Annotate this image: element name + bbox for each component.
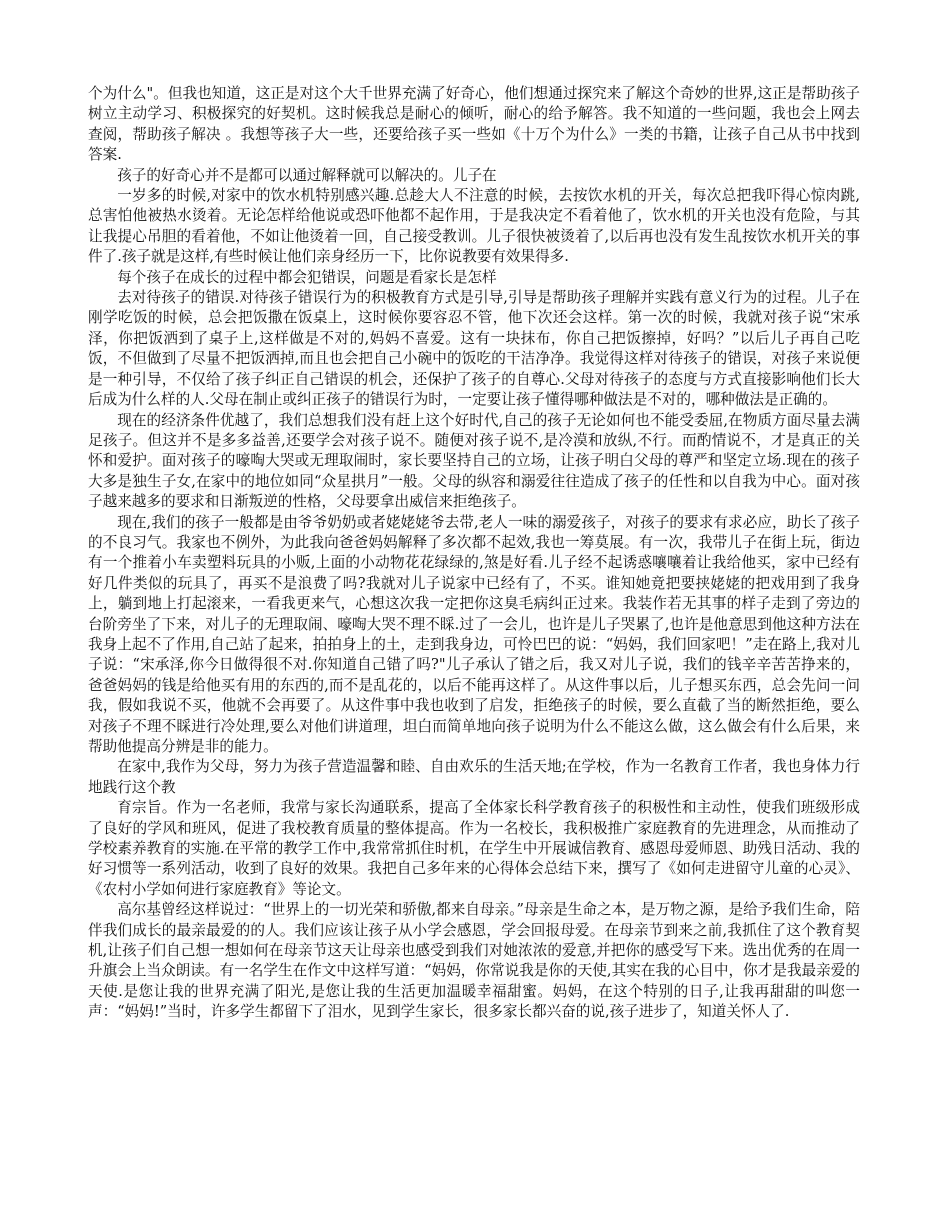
paragraph: 在家中,我作为父母，努力为孩子营造温馨和睦、自由欢乐的生活天地;在学校，作为一名教育工作者，我也身体力行地践行这个教: [88, 758, 860, 796]
paragraph: 孩子的好奇心并不是都可以通过解释就可以解决的。儿子在: [117, 166, 497, 184]
paragraph: 现在的经济条件优越了，我们总想我们没有赶上这个好时代,自己的孩子无论如何也不能受委屈,在物质方面尽量去满足孩子。但这并不是多多益善,还要学会对孩子说不。随便对孩子说不,是冷漠和放纵,不行。而酌情说不，才是真正的关怀和爱护。面对孩子的嚎啕大哭或无理取闹时，家长要坚持自己的立场，让孩子明白父母的尊严和坚定立场.现在的孩子大多是独生子女,在家中的地位如同“众星拱月”一般。父母的纵容和溺爱往往造成了孩子的任性和以自我为中心。面对孩子越来越多的要求和日渐叛逆的性格，父母要拿出威信来拒绝孩子。: [88, 411, 860, 511]
paragraph: 高尔基曾经这样说过：“世界上的一切光荣和骄傲,都来自母亲。”母亲是生命之本，是万物之源，是给予我们生命，陪伴我们成长的最亲最爱的的人。我们应该让孩子从小学会感恩，学会回报母爱。在母亲节到来之前,我抓住了这个教育契机,让孩子们自己想一想如何在母亲节这天让母亲也感受到我们对她浓浓的爱意,并把你的感受写下来。选出优秀的在周一升旗会上当众朗读。有一名学生在作文中这样写道：“妈妈，你常说我是你的天使,其实在我的心目中，你才是我最亲爱的天使.是您让我的世界充满了阳光,是您让我的生活更加温暖幸福甜蜜。妈妈，在这个特别的日子,让我再甜甜的叫您一声：“妈妈!”当时，许多学生都留下了泪水，见到学生家长，很多家长都兴奋的说,孩子进步了，知道关怀人了.: [88, 901, 860, 1021]
paragraph: 现在,我们的孩子一般都是由爷爷奶奶或者姥姥姥爷去带,老人一味的溺爱孩子，对孩子的要求有求必应，助长了孩子的不良习气。我家也不例外，为此我向爸爸妈妈解释了多次都不起效,我也一筹莫展。有一次，我带儿子在街上玩，街边有一个推着小车卖塑料玩具的小贩,上面的小动物花花绿绿的,煞是好看.儿子经不起诱惑嚷嚷着让我给他买，家中已经有好几件类似的玩具了，再买不是浪费了吗?我就对儿子说家中已经有了，不买。谁知她竟把要挟姥姥的把戏用到了我身上，躺到地上打起滚来，一看我更来气，心想这次我一定把你这臭毛病纠正过来。我装作若无其事的样子走到了旁边的台阶旁坐了下来，对儿子的无理取闹、嚎啕大哭不理不睬.过了一会儿，也许是儿子哭累了,也许是他意思到他这种方法在我身上起不了作用,自己站了起来，拍拍身上的土，走到我身边，可怜巴巴的说：“妈妈，我们回家吧！”走在路上,我对儿子说：“宋承泽,你今日做得很不对.你知道自己错了吗?"儿子承认了错之后，我又对儿子说，我们的钱辛辛苦苦挣来的，爸爸妈妈的钱是给他买有用的东西的,而不是乱花的，以后不能再这样了。从这件事以后，儿子想买东西，总会先问一问我，假如我说不买，他就不会再要了。从这件事中我也收到了启发，拒绝孩子的时候，要么直截了当的断然拒绝，要么对孩子不理不睬进行冷处理,要么对他们讲道理，坦白而简单地向孩子说明为什么不能这么做，这么做会有什么后果，来帮助他提高分辨是非的能力。: [88, 513, 860, 755]
document-body: [88, 84, 860, 1023]
paragraph: 去对待孩子的错误.对待孩子错误行为的积极教育方式是引导,引导是帮助孩子理解并实践有意义行为的过程。儿子在刚学吃饭的时候，总会把饭撒在饭桌上，这时候你要容忍不管，他下次还会这样。第一次的时候，我就对孩子说“宋承泽，你把饭洒到了桌子上,这样做是不对的,妈妈不喜爱。这有一块抹布，你自己把饭擦掉，好吗？”以后儿子再自己吃饭，不但做到了尽量不把饭洒掉,而且也会把自己小碗中的饭吃的干洁净净。我觉得这样对待孩子的错误，对孩子来说便是一种引导，不仅给了孩子纠正自己错误的机会，还保护了孩子的自尊心.父母对待孩子的态度与方式直接影响他们长大后成为什么样的人.父母在制止或纠正孩子的错误行为时，一定要让孩子懂得哪种做法是不对的，哪种做法是正确的。: [88, 289, 860, 409]
paragraph: 每个孩子在成长的过程中都会犯错误，问题是看家长是怎样: [117, 268, 497, 286]
paragraph: 个为什么"。但我也知道，这正是对这个大千世界充满了好奇心，他们想通过探究来了解这个奇妙的世界,这正是帮助孩子树立主动学习、积极探究的好契机。这时候我总是耐心的倾听，耐心的给予解答。我不知道的一些问题，我也会上网去查阅，帮助孩子解决 。我想等孩子大一些，还要给孩子买一些如《十万个为什么》一类的书籍，让孩子自己从书中找到答案.: [88, 85, 860, 164]
paragraph: 一岁多的时候,对家中的饮水机特别感兴趣.总趁大人不注意的时候，去按饮水机的开关，每次总把我吓得心惊肉跳,总害怕他被热水烫着。无论怎样给他说或恐吓他都不起作用，于是我决定不看着他了，饮水机的开关也没有危险，与其让我提心吊胆的看着他，不如让他烫着一回，自己接受教训。儿子很快被烫着了,以后再也没有发生乱按饮水机开关的事件了.孩子就是这样,有些时候让他们亲身经历一下，比你说教要有效果得多.: [88, 187, 860, 266]
paragraph: 育宗旨。作为一名老师，我常与家长沟通联系，提高了全体家长科学教育孩子的积极性和主动性，使我们班级形成了良好的学风和班风，促进了我校教育质量的整体提高。作为一名校长，我积极推广家庭教育的先进理念，从而推动了学校素养教育的实施.在平常的教学工作中,我常常抓住时机，在学生中开展诚信教育、感恩母爱师恩、助残日活动、我的好习惯等一系列活动，收到了良好的效果。我把自己多年来的心得体会总结下来，撰写了《如何走进留守儿童的心灵》、《农村小学如何进行家庭教育》等论文。: [88, 799, 860, 898]
